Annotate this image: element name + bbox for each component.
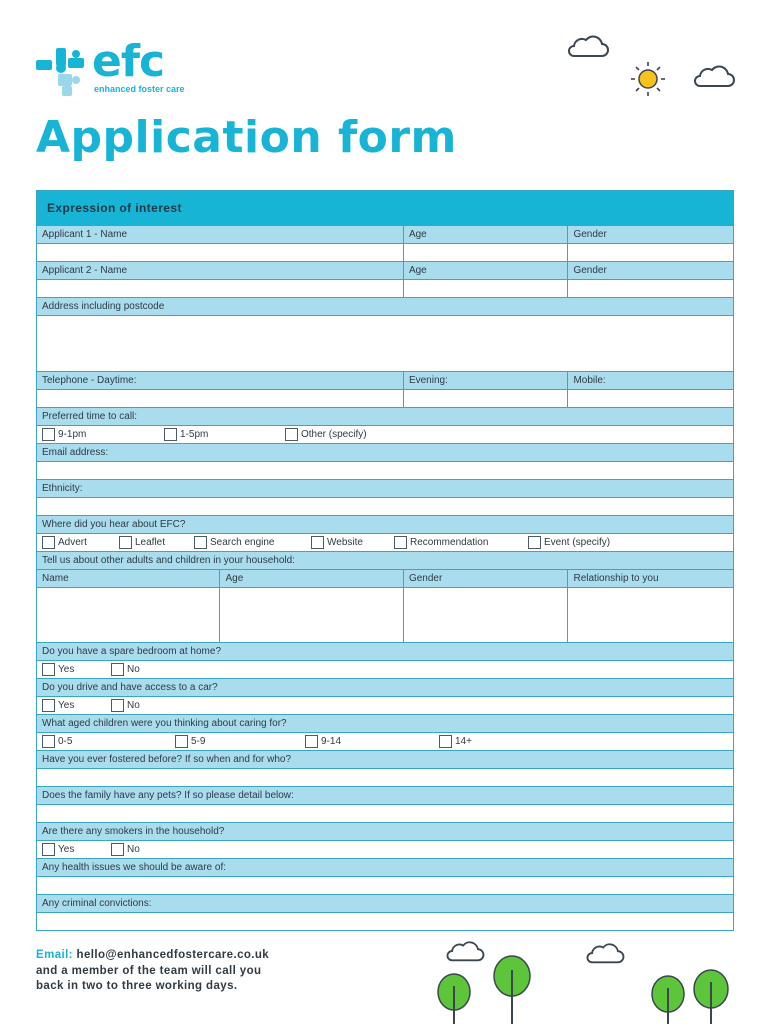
household-col-age: Age [219,570,402,587]
no-option[interactable]: No [111,699,140,712]
footer-line-3: back in two to three working days. [36,980,238,992]
applicant1-age-label: Age [403,226,568,243]
logo-subtitle: enhanced foster care [94,84,185,94]
hear-about-label-row [37,515,733,533]
ethnicity-label-row [37,479,733,497]
cloud-icon [584,942,626,966]
criminal-label-row [37,894,733,912]
smokers-options [37,840,733,858]
mobile-label: Mobile: [567,372,733,389]
checkbox[interactable] [394,536,407,549]
household-label: Tell us about other adults and children in your household: [42,555,295,566]
tree-icon [434,972,474,1024]
health-field[interactable] [37,876,733,894]
spare-bedroom-label-row [37,642,733,660]
applicant2-age-field[interactable] [403,280,568,297]
household-col-gender: Gender [403,570,568,587]
page-title: Application form [36,112,457,163]
household-header-row [37,569,733,587]
tree-icon [490,954,534,1024]
email-label-row [37,443,733,461]
checkbox[interactable] [111,663,124,676]
call-time-option[interactable]: 9-1pm [42,428,86,441]
drive-label-row [37,678,733,696]
applicant2-gender-field[interactable] [567,280,733,297]
checkbox[interactable] [305,735,318,748]
address-label-row [37,297,733,315]
evening-label: Evening: [403,372,568,389]
household-gender-field[interactable] [403,588,568,642]
health-label-row [37,858,733,876]
applicant2-label-row [37,261,733,279]
cloud-icon [566,34,610,60]
hear-about-options [37,533,733,551]
checkbox[interactable] [111,699,124,712]
sun-icon [628,60,668,98]
pets-label-row [37,786,733,804]
section-header: Expression of interest [37,191,733,225]
hear-source-option[interactable]: Recommendation [394,536,488,549]
yes-option[interactable]: Yes [42,699,74,712]
telephone-label-row [37,371,733,389]
smokers-label: Are there any smokers in the household? [42,826,225,837]
footer-line-2: and a member of the team will call you [36,964,262,977]
applicant2-input-row [37,279,733,297]
application-form [36,190,734,931]
age-range-option[interactable]: 0-5 [42,735,72,748]
applicant1-gender-field[interactable] [567,244,733,261]
ethnicity-label: Ethnicity: [42,483,83,494]
hear-source-option[interactable]: Search engine [194,536,275,549]
fostered-before-label: Have you ever fostered before? If so when and for who? [42,754,292,765]
cloud-icon [692,64,736,90]
drive-label: Do you drive and have access to a car? [42,682,218,693]
no-option[interactable]: No [111,843,140,856]
checkbox[interactable] [42,735,55,748]
smokers-label-row [37,822,733,840]
checkbox[interactable] [311,536,324,549]
preferred-time-label-row [37,407,733,425]
cloud-icon [444,940,486,964]
checkbox[interactable] [439,735,452,748]
household-age-field[interactable] [219,588,402,642]
hear-source-option[interactable]: Advert [42,536,87,549]
household-input-row [37,587,733,642]
age-range-option[interactable]: 9-14 [305,735,341,748]
evening-field[interactable] [403,390,568,407]
checkbox[interactable] [285,428,298,441]
fostered-label-row [37,750,733,768]
household-col-name: Name [42,573,69,584]
preferred-time-options [37,425,733,443]
yes-option[interactable]: Yes [42,663,74,676]
logo-wordmark: efc [92,36,165,87]
pets-field[interactable] [37,804,733,822]
email-label: Email: [36,949,73,961]
health-label: Any health issues we should be aware of: [42,862,226,873]
yes-option[interactable]: Yes [42,843,74,856]
email-link[interactable]: hello@enhancedfostercare.co.uk [76,949,270,961]
applicant2-name-field[interactable] [37,280,403,297]
tree-icon [690,968,732,1024]
applicant1-name-field[interactable] [37,244,403,261]
aged-children-options [37,732,733,750]
applicant1-gender-label: Gender [567,226,733,243]
checkbox[interactable] [111,843,124,856]
hear-source-option[interactable]: Event (specify) [528,536,610,549]
applicant1-input-row [37,243,733,261]
checkbox[interactable] [164,428,177,441]
hear-source-option[interactable]: Website [311,536,363,549]
pets-label: Does the family have any pets? If so please detail below: [42,790,294,801]
age-range-option[interactable]: 14+ [439,735,472,748]
email-address-field[interactable] [37,461,733,479]
fostered-before-field[interactable] [37,768,733,786]
drive-options [37,696,733,714]
household-col-relationship: Relationship to you [567,570,733,587]
email-address-label: Email address: [42,447,109,458]
spare-bedroom-label: Do you have a spare bedroom at home? [42,646,221,657]
household-relationship-field[interactable] [567,588,733,642]
checkbox[interactable] [528,536,541,549]
address-field[interactable] [37,315,733,371]
applicant1-label-row [37,225,733,243]
checkbox[interactable] [175,735,188,748]
puzzle-logo-icon [36,46,86,98]
age-range-option[interactable]: 5-9 [175,735,205,748]
preferred-time-label: Preferred time to call: [42,411,138,422]
applicant2-gender-label: Gender [567,262,733,279]
mobile-field[interactable] [567,390,733,407]
applicant2-age-label: Age [403,262,568,279]
hear-source-option[interactable]: Leaflet [119,536,165,549]
criminal-field[interactable] [37,912,733,930]
telephone-input-row [37,389,733,407]
checkbox[interactable] [42,843,55,856]
aged-children-label: What aged children were you thinking about caring for? [42,718,287,729]
telephone-daytime-field[interactable] [37,390,403,407]
ethnicity-field[interactable] [37,497,733,515]
aged-children-label-row [37,714,733,732]
efc-logo [36,36,196,98]
checkbox[interactable] [194,536,207,549]
spare-bedroom-options [37,660,733,678]
telephone-daytime-label: Telephone - Daytime: [42,375,137,386]
footer-contact [36,948,269,995]
household-label-row [37,551,733,569]
criminal-label: Any criminal convictions: [42,898,152,909]
checkbox[interactable] [42,428,55,441]
applicant2-name-label: Applicant 2 - Name [42,265,128,276]
call-time-option[interactable]: 1-5pm [164,428,208,441]
address-label: Address including postcode [42,301,165,312]
checkbox[interactable] [42,536,55,549]
tree-icon [648,974,688,1024]
household-name-field[interactable] [37,588,219,642]
call-time-option[interactable]: Other (specify) [285,428,367,441]
checkbox[interactable] [42,663,55,676]
checkbox[interactable] [119,536,132,549]
no-option[interactable]: No [111,663,140,676]
checkbox[interactable] [42,699,55,712]
applicant1-name-label: Applicant 1 - Name [42,229,128,240]
hear-about-label: Where did you hear about EFC? [42,519,186,530]
applicant1-age-field[interactable] [403,244,568,261]
